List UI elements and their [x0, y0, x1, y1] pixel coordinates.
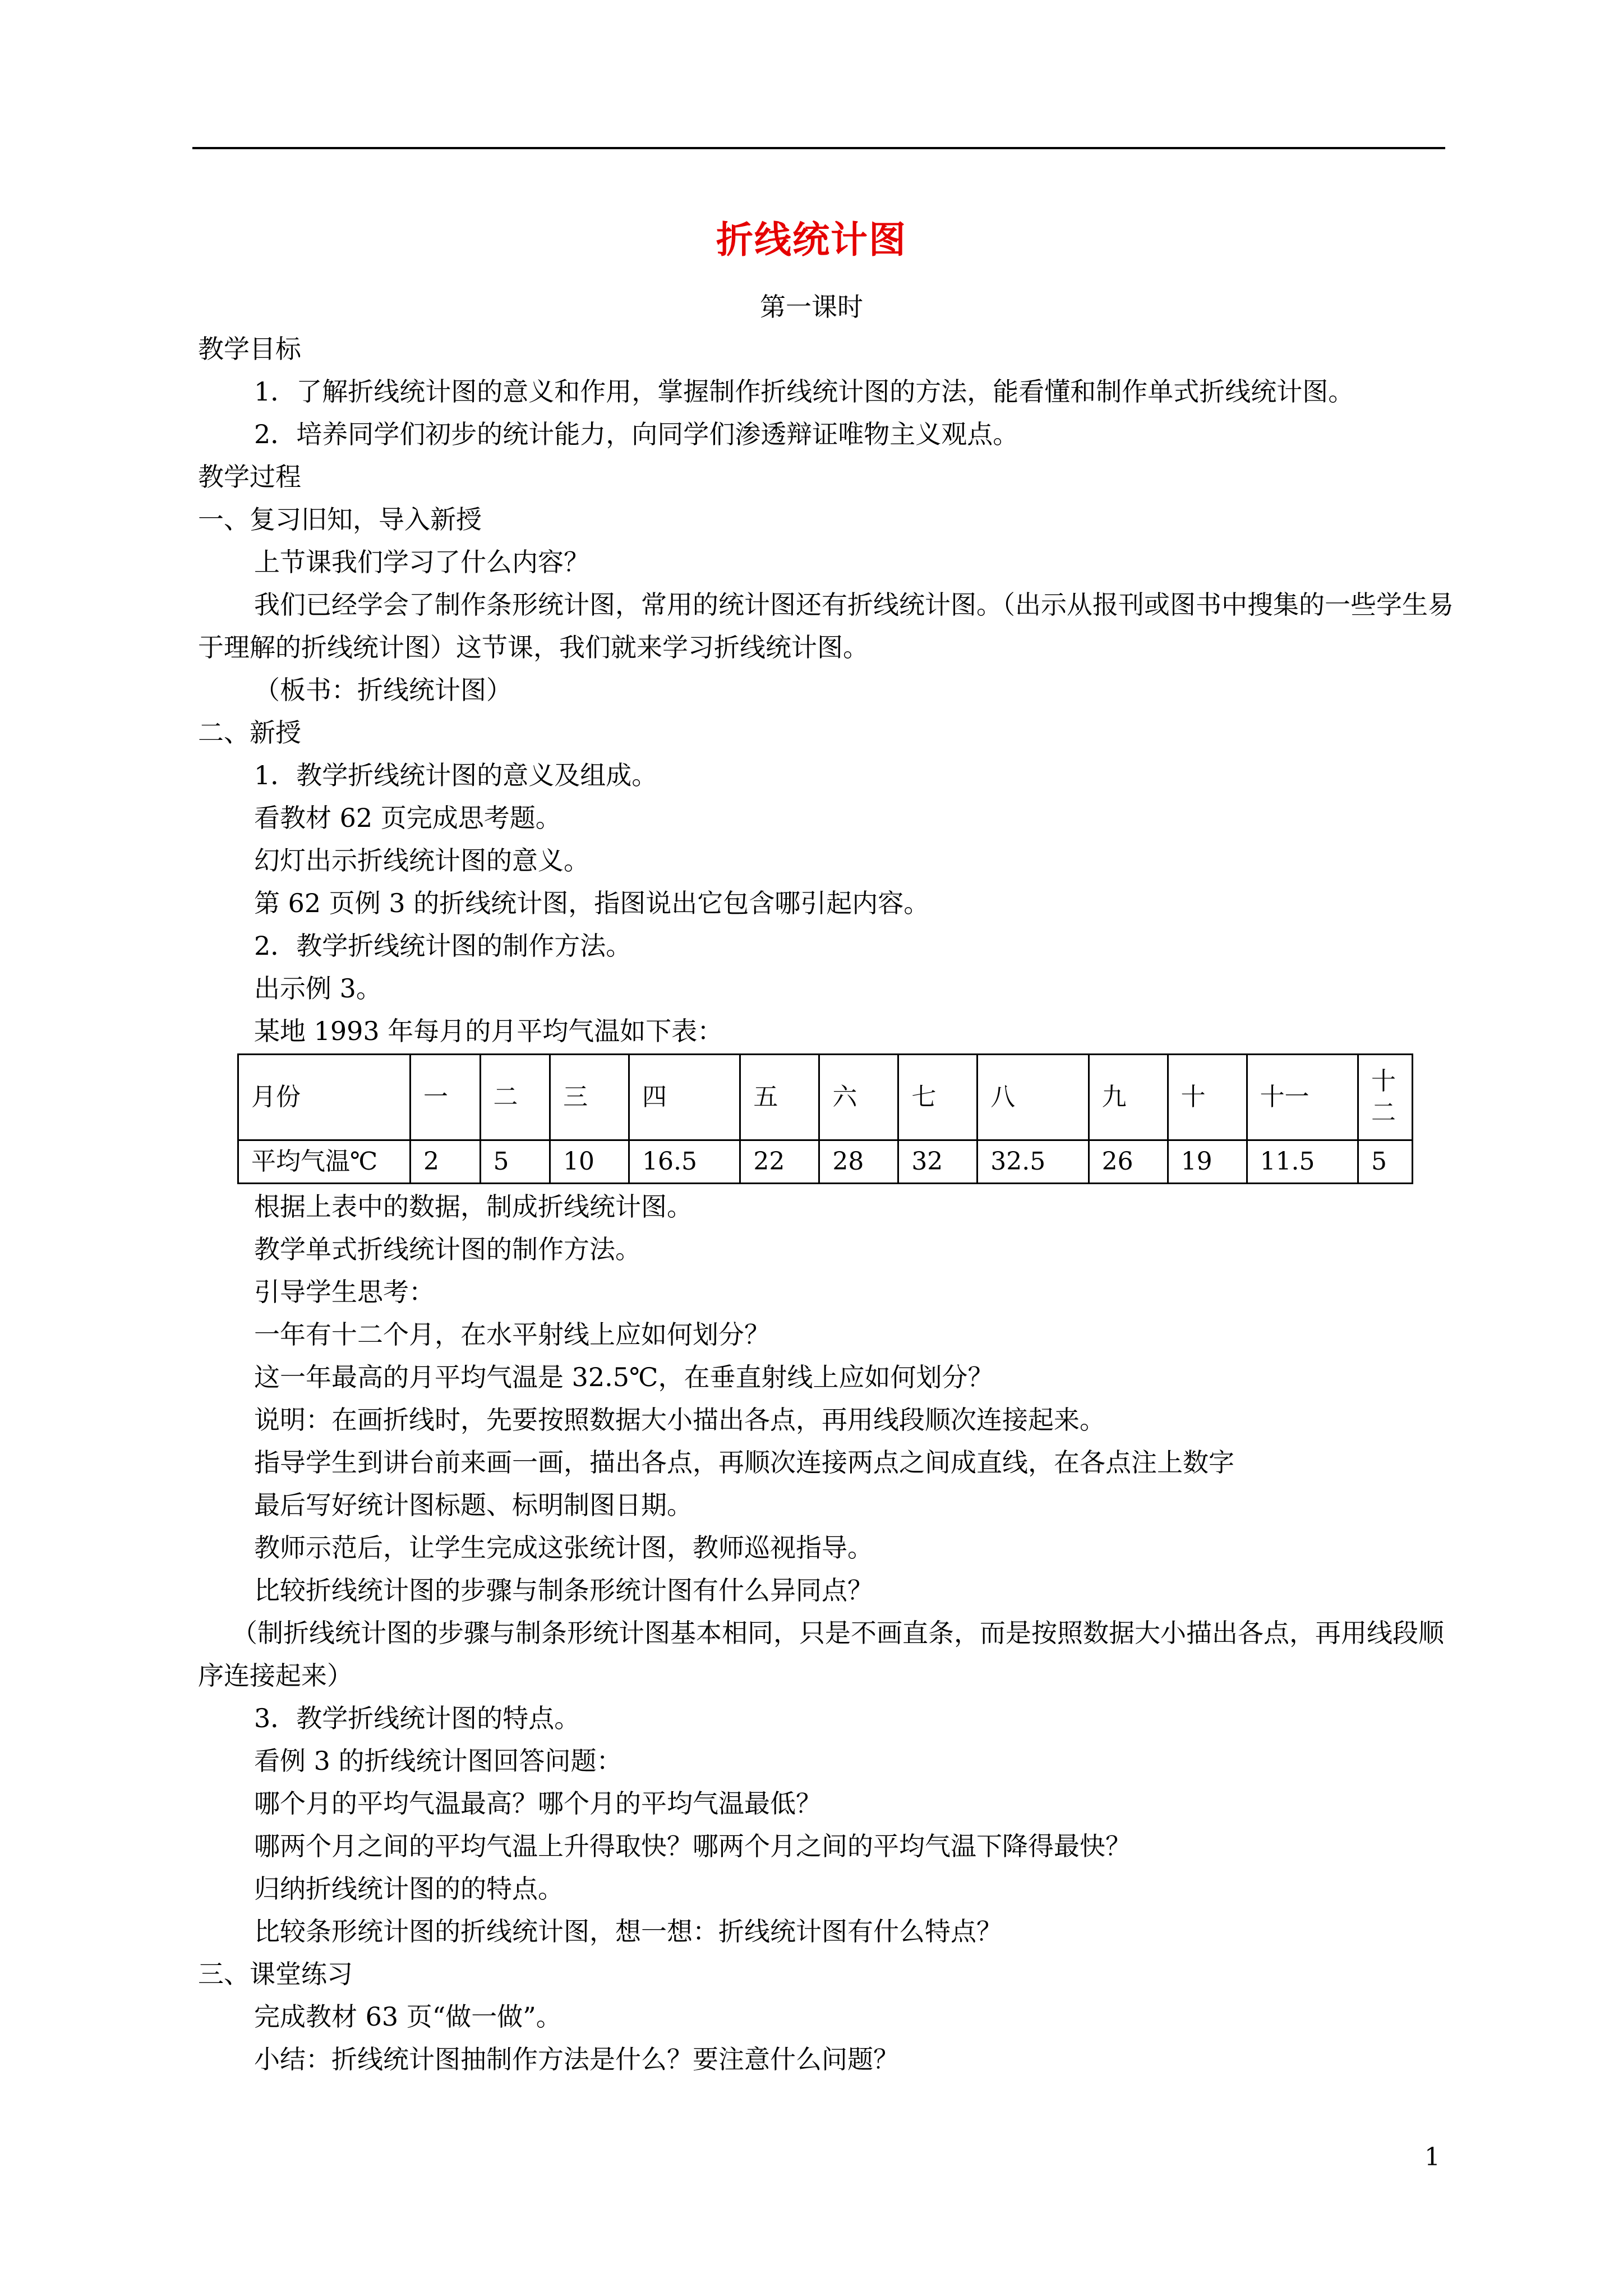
document-title: 折线统计图: [716, 218, 907, 261]
table-cell: 一: [411, 1055, 481, 1140]
table-cell: 16.5: [629, 1140, 740, 1184]
paragraph: 看例 3 的折线统计图回答问题：: [254, 1746, 623, 1776]
table-cell: 九: [1089, 1055, 1168, 1140]
process-heading: 教学过程: [198, 462, 301, 492]
paragraph: 比较条形统计图的折线统计图，想一想：折线统计图有什么特点？: [254, 1916, 1002, 1947]
table-cell: 32: [898, 1140, 978, 1184]
temperature-table: [237, 1053, 1413, 1184]
table-cell: 22: [740, 1140, 819, 1184]
paragraph: 1．教学折线统计图的意义及组成。: [254, 760, 658, 790]
section-heading: 二、新授: [198, 717, 301, 748]
table-cell: 七: [898, 1055, 978, 1140]
paragraph: 2．教学折线统计图的制作方法。: [254, 931, 632, 961]
paragraph: 哪个月的平均气温最高？哪个月的平均气温最低？: [254, 1788, 822, 1819]
goal-item: 2．培养同学们初步的统计能力，向同学们渗透辩证唯物主义观点。: [254, 419, 1019, 449]
goal-item: 1．了解折线统计图的意义和作用，掌握制作折线统计图的方法，能看懂和制作单式折线统计图。: [254, 376, 1354, 407]
paragraph: 教师示范后，让学生完成这张统计图，教师巡视指导。: [254, 1533, 873, 1563]
paragraph: 某地 1993 年每月的月平均气温如下表：: [254, 1016, 723, 1046]
paragraph: 看教材 62 页完成思考题。: [254, 803, 561, 833]
document-body: [198, 328, 1454, 2081]
table-cell: 2: [411, 1140, 481, 1184]
page-number: 1: [1424, 2143, 1440, 2171]
paragraph: 引导学生思考：: [254, 1277, 435, 1307]
paragraph: 出示例 3。: [254, 973, 382, 1004]
table-cell: 月份: [238, 1055, 411, 1140]
table-cell: 26: [1089, 1140, 1168, 1184]
table-cell: 19: [1168, 1140, 1247, 1184]
table-cell: 十一: [1247, 1055, 1358, 1140]
goals-heading: 教学目标: [198, 334, 301, 364]
paragraph: 小结：折线统计图抽制作方法是什么？要注意什么问题？: [254, 2044, 899, 2074]
table-cell: 三: [550, 1055, 629, 1140]
paragraph: 哪两个月之间的平均气温上升得取快？哪两个月之间的平均气温下降得最快？: [254, 1831, 1131, 1861]
paragraph: 上节课我们学习了什么内容？: [254, 547, 589, 577]
paragraph: 根据上表中的数据，制成折线统计图。: [254, 1191, 693, 1222]
table-header-row: [238, 1055, 1413, 1140]
table-cell: 二: [480, 1055, 550, 1140]
paragraph: 我们已经学会了制作条形统计图，常用的统计图还有折线统计图。（出示从报刊或图书中搜集的一些学生易于理解的折线统计图）这节课，我们就来学习折线统计图。: [198, 590, 1454, 662]
header-rule: [192, 147, 1445, 149]
paragraph: 一年有十二个月，在水平射线上应如何划分？: [254, 1319, 770, 1350]
table-cell: 八: [978, 1055, 1089, 1140]
paragraph: 归纳折线统计图的的特点。: [254, 1874, 564, 1904]
table-row: [238, 1140, 1413, 1184]
table-cell: 28: [819, 1140, 898, 1184]
section-heading: 一、复习旧知，导入新授: [198, 504, 482, 535]
paragraph: 幻灯出示折线统计图的意义。: [254, 845, 589, 876]
table-cell: 32.5: [978, 1140, 1089, 1184]
paragraph: （板书：折线统计图）: [254, 675, 512, 705]
paragraph: （制折线统计图的步骤与制条形统计图基本相同，只是不画直条，而是按照数据大小描出各点，再用线段顺序连接起来）: [198, 1618, 1444, 1691]
table-cell: 5: [480, 1140, 550, 1184]
section-heading: 三、课堂练习: [198, 1959, 353, 1989]
paragraph: 3．教学折线统计图的特点。: [254, 1703, 580, 1733]
paragraph: 最后写好统计图标题、标明制图日期。: [254, 1490, 693, 1520]
paragraph: 比较折线统计图的步骤与制条形统计图有什么异同点？: [254, 1575, 873, 1605]
table-cell: 5: [1358, 1140, 1413, 1184]
paragraph: 这一年最高的月平均气温是 32.5℃，在垂直射线上应如何划分？: [254, 1362, 994, 1392]
paragraph: 教学单式折线统计图的制作方法。: [254, 1234, 641, 1264]
table-cell: 平均气温℃: [238, 1140, 411, 1184]
table-cell: 十二: [1358, 1055, 1413, 1140]
paragraph: 说明：在画折线时，先要按照数据大小描出各点，再用线段顺次连接起来。: [254, 1405, 1105, 1435]
paragraph: 完成教材 63 页“做一做”。: [254, 2001, 562, 2032]
table-cell: 四: [629, 1055, 740, 1140]
table-cell: 11.5: [1247, 1140, 1358, 1184]
lesson-subtitle: 第一课时: [760, 292, 863, 322]
table-cell: 六: [819, 1055, 898, 1140]
table-cell: 五: [740, 1055, 819, 1140]
table-cell: 10: [550, 1140, 629, 1184]
table-cell: 十: [1168, 1055, 1247, 1140]
paragraph: 第 62 页例 3 的折线统计图，指图说出它包含哪引起内容。: [254, 888, 930, 918]
paragraph: 指导学生到讲台前来画一画，描出各点，再顺次连接两点之间成直线，在各点注上数字: [254, 1447, 1234, 1478]
